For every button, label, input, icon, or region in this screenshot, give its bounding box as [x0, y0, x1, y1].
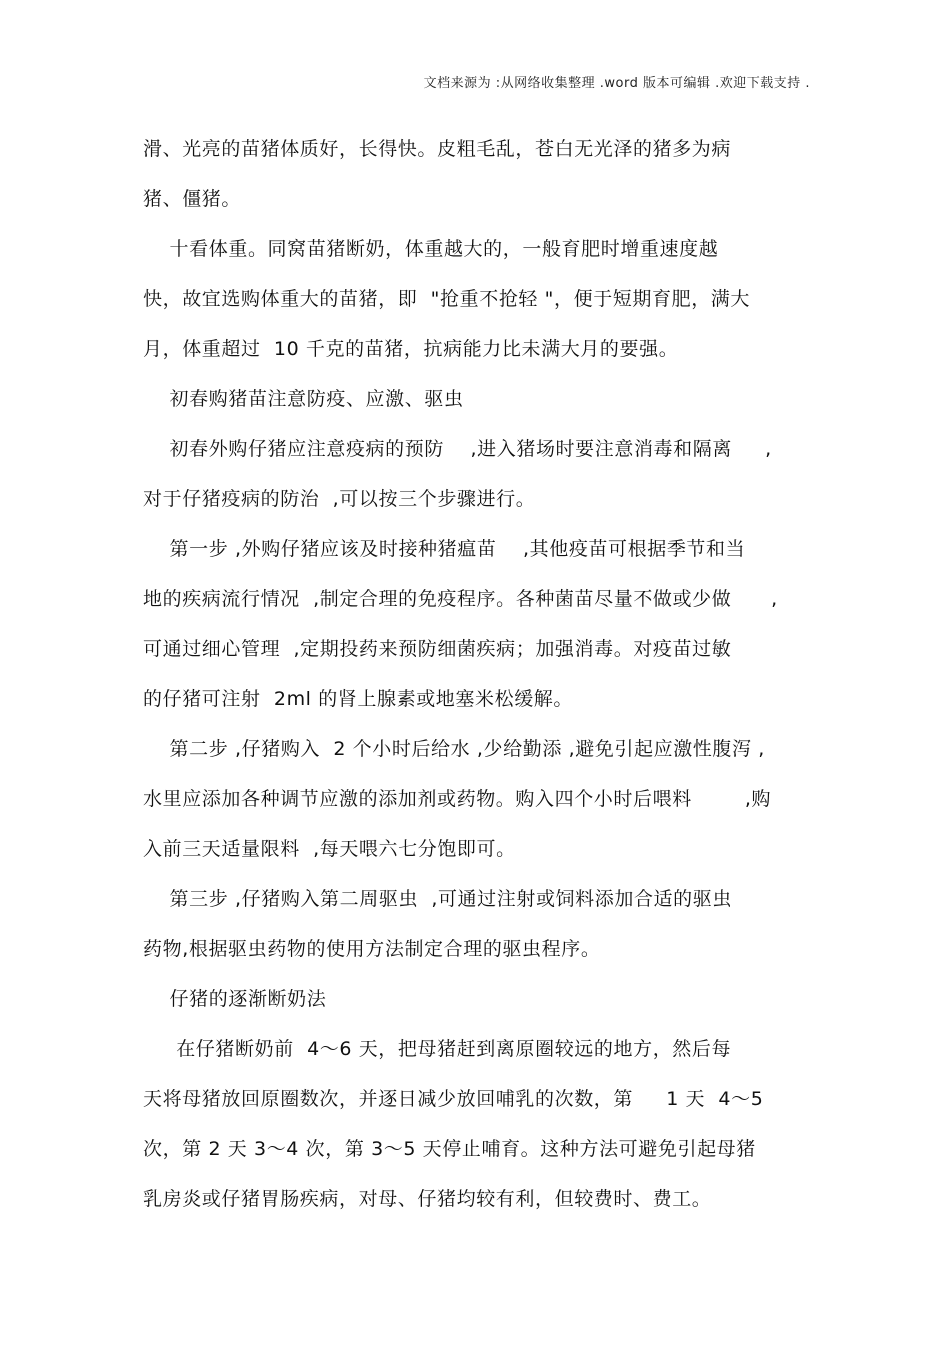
- text-line: 可通过细心管理 ,定期投药来预防细菌疾病；加强消毒。对疫苗过敏: [143, 638, 732, 660]
- text-line: 地的疾病流行情况 ,制定合理的免疫程序。各种菌苗尽量不做或少做 ,: [143, 588, 778, 610]
- text-line: 月，体重超过 10 千克的苗猪，抗病能力比未满大月的要强。: [143, 338, 679, 360]
- section-heading: 初春购猪苗注意防疫、应激、驱虫: [143, 388, 464, 410]
- text-line: 第一步 ,外购仔猪应该及时接种猪瘟苗 ,其他疫苗可根据季节和当: [143, 538, 746, 560]
- text-line: 猪、僵猪。: [143, 188, 242, 210]
- text-line: 第二步 ,仔猪购入 2 个小时后给水 ,少给勤添 ,避免引起应激性腹泻 ,: [143, 738, 765, 760]
- text-line: 的仔猪可注射 2ml 的肾上腺素或地塞米松缓解。: [143, 688, 573, 710]
- text-line: 水里应添加各种调节应激的添加剂或药物。购入四个小时后喂料 ,购: [143, 788, 772, 810]
- text-line: 初春外购仔猪应注意疫病的预防 ,进入猪场时要注意消毒和隔离 ,: [143, 438, 772, 460]
- text-line: 对于仔猪疫病的防治 ,可以按三个步骤进行。: [143, 488, 536, 510]
- text-line: 在仔猪断奶前 4～6 天，把母猪赶到离原圈较远的地方，然后每: [143, 1038, 732, 1060]
- text-line: 药物,根据驱虫药物的使用方法制定合理的驱虫程序。: [143, 938, 601, 960]
- text-line: 滑、光亮的苗猪体质好，长得快。皮粗毛乱，苍白无光泽的猪多为病: [143, 138, 732, 160]
- page-header: 文档来源为 :从网络收集整理 .word 版本可编辑 .欢迎下载支持 .: [423, 76, 810, 91]
- text-line: 次，第 2 天 3～4 次，第 3～5 天停止哺育。这种方法可避免引起母猪: [143, 1138, 756, 1160]
- text-line: 天将母猪放回原圈数次，并逐日减少放回哺乳的次数，第 1 天 4～5: [143, 1088, 764, 1110]
- text-line: 第三步 ,仔猪购入第二周驱虫 ,可通过注射或饲料添加合适的驱虫: [143, 888, 732, 910]
- text-line: 十看体重。同窝苗猪断奶，体重越大的，一般育肥时增重速度越: [143, 238, 719, 260]
- text-line: 乳房炎或仔猪胃肠疾病，对母、仔猪均较有利，但较费时、费工。: [143, 1188, 712, 1210]
- section-heading: 仔猪的逐渐断奶法: [143, 988, 327, 1010]
- document-body: [143, 124, 813, 1224]
- text-line: 入前三天适量限料 ,每天喂六七分饱即可。: [143, 838, 516, 860]
- text-line: 快，故宜选购体重大的苗猪，即 "抢重不抢轻 "，便于短期育肥，满大: [143, 288, 750, 310]
